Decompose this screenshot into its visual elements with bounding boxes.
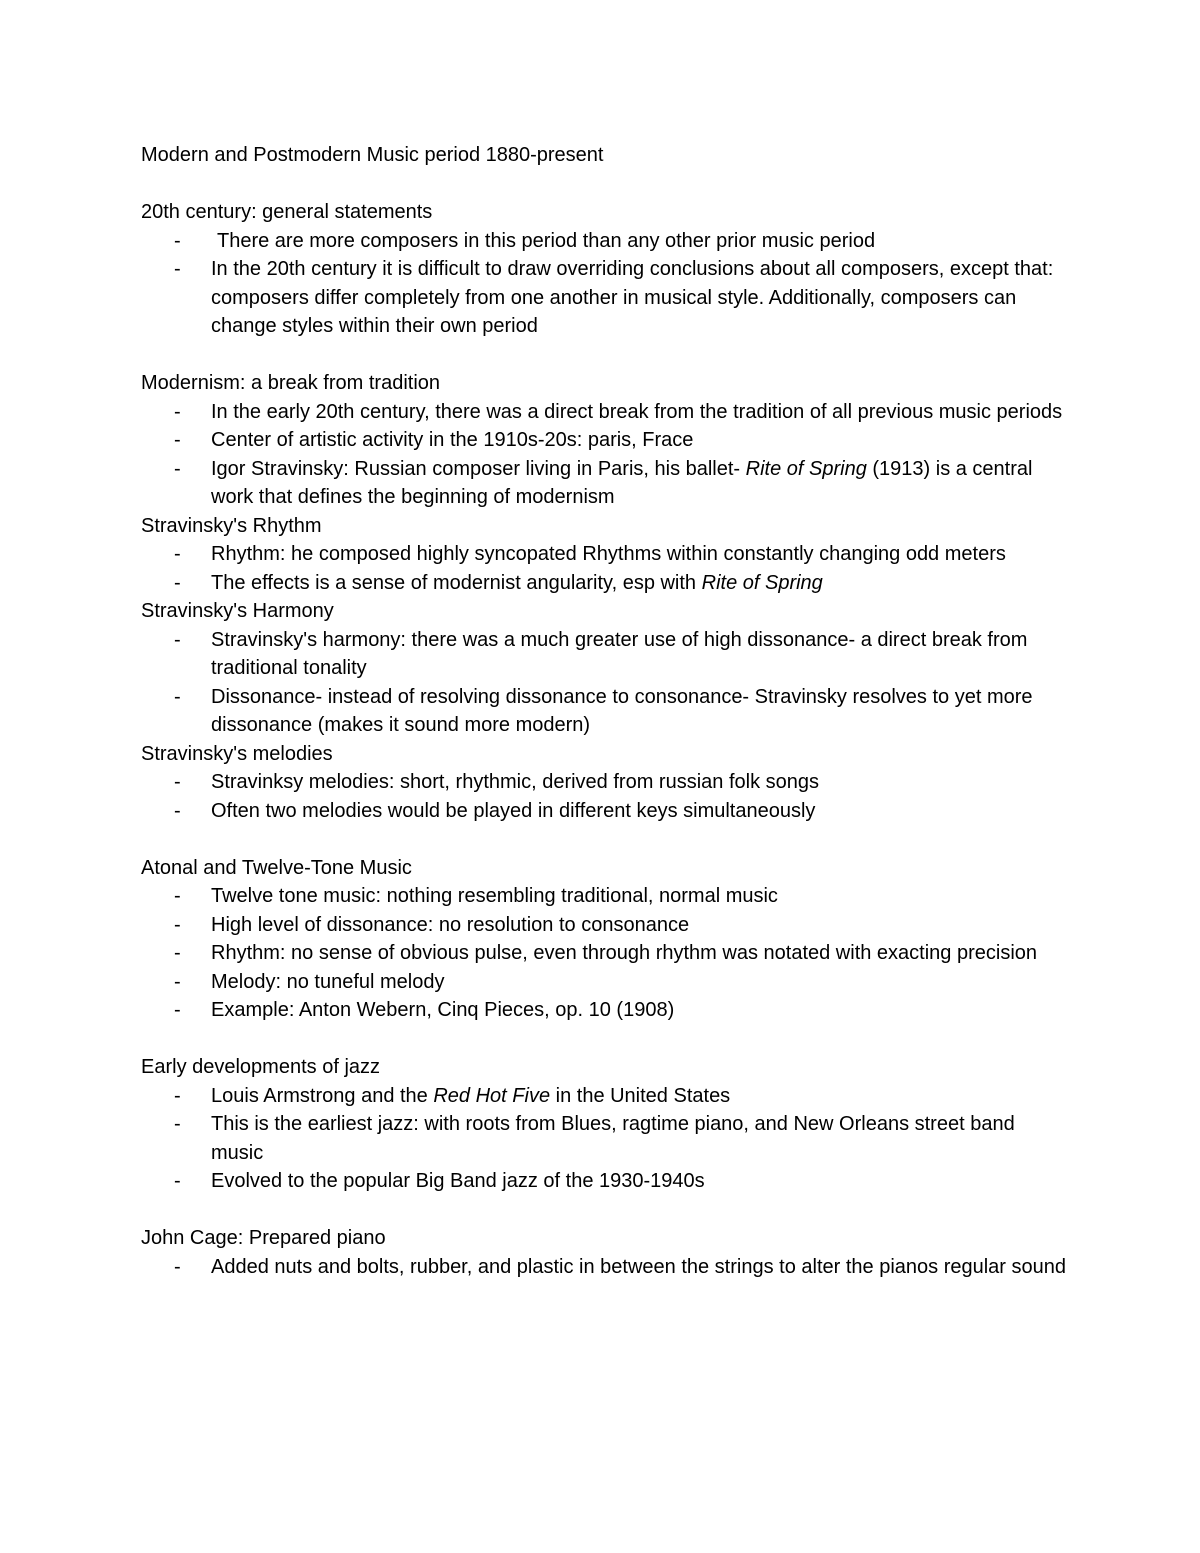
list-item-text: In the 20th century it is difficult to draw overriding conclusions about all composers, except that: composers differ completely from one another in musical style. Additionally, composers can change styles within their own period: [211, 258, 1054, 337]
list-item-text: Center of artistic activity in the 1910s-20s: paris, Frace: [211, 429, 694, 451]
bullet-dash: -: [174, 628, 181, 651]
section-general-statements: [141, 198, 1071, 341]
bullet-dash: -: [174, 457, 181, 480]
bullet-dash: -: [174, 571, 181, 594]
bullet-list: [141, 227, 1071, 341]
list-item-text: This is the earliest jazz: with roots from Blues, ragtime piano, and New Orleans street band music: [211, 1113, 1015, 1164]
bullet-dash: -: [174, 400, 181, 423]
list-item-text: Often two melodies would be played in different keys simultaneously: [211, 799, 816, 822]
list-item-text: Rhythm: no sense of obvious pulse, even through rhythm was notated with exacting precision: [211, 942, 1038, 964]
list-item: [141, 1110, 1071, 1167]
list-item-text: (1913) is a central work that defines the beginning of modernism: [211, 457, 1033, 508]
bullet-dash: -: [174, 685, 181, 708]
section-heading: Stravinsky's Rhythm: [141, 514, 322, 537]
bullet-list: [141, 768, 1071, 825]
section-stravinsky-rhythm: [141, 512, 1071, 598]
bullet-dash: -: [174, 229, 181, 252]
section-heading: Stravinsky's Harmony: [141, 600, 334, 622]
work-title: Rite of Spring: [701, 571, 823, 594]
list-item-text: Igor Stravinsky: Russian composer living in Paris, his ballet-: [211, 457, 746, 480]
section-stravinsky-harmony: [141, 597, 1071, 740]
section-heading: Early developments of jazz: [141, 1056, 381, 1078]
section-heading: Stravinsky's melodies: [141, 742, 333, 765]
band-name: Red Hot Five: [433, 1084, 551, 1107]
bullet-dash: -: [174, 913, 181, 936]
bullet-dash: -: [174, 942, 181, 964]
list-item: [141, 540, 1071, 569]
document-title: Modern and Postmodern Music period 1880-present: [141, 144, 604, 166]
list-item-text: Louis Armstrong and the: [211, 1084, 434, 1107]
list-item-text: High level of dissonance: no resolution to consonance: [211, 913, 690, 936]
bullet-list: [141, 398, 1071, 512]
list-item-text: In the early 20th century, there was a direct break from the tradition of all previous music periods: [211, 400, 1063, 423]
section-atonal-twelve-tone: [141, 854, 1071, 1025]
list-item-text: Example: Anton Webern, Cinq Pieces, op. 10 (1908): [211, 999, 675, 1021]
list-item-text: Twelve tone music: nothing resembling traditional, normal music: [211, 885, 778, 907]
list-item: [141, 426, 1071, 455]
section-heading: Modernism: a break from tradition: [141, 372, 441, 394]
list-item: [141, 1082, 1071, 1111]
bullet-dash: -: [174, 799, 181, 822]
bullet-dash: -: [174, 543, 181, 565]
list-item-text: Stravinsky's harmony: there was a much greater use of high dissonance- a direct break from traditional tonality: [211, 628, 1028, 679]
list-item: [141, 911, 1071, 940]
section-john-cage: [141, 1224, 1071, 1281]
bullet-list: [141, 882, 1071, 1025]
list-item: [141, 768, 1071, 797]
bullet-dash: -: [174, 771, 181, 793]
bullet-dash: -: [174, 1255, 181, 1278]
section-stravinsky-melodies: [141, 740, 1071, 826]
bullet-dash: -: [174, 429, 181, 451]
list-item: [141, 255, 1071, 341]
list-item: [141, 882, 1071, 911]
list-item: [141, 227, 1071, 256]
bullet-dash: -: [174, 1113, 181, 1135]
list-item: [141, 455, 1071, 512]
section-heading: Atonal and Twelve-Tone Music: [141, 856, 412, 879]
list-item-text: Melody: no tuneful melody: [211, 970, 445, 993]
document-page: [141, 141, 1071, 1281]
bullet-list: [141, 626, 1071, 740]
bullet-dash: -: [174, 999, 181, 1021]
list-item-text: Stravinksy melodies: short, rhythmic, derived from russian folk songs: [211, 771, 819, 793]
list-item-text: There are more composers in this period than any other prior music period: [217, 229, 876, 252]
list-item-text: Rhythm: he composed highly syncopated Rhythms within constantly changing odd meters: [211, 543, 1006, 565]
list-item-text: Evolved to the popular Big Band jazz of the 1930-1940s: [211, 1170, 705, 1192]
list-item-text: Added nuts and bolts, rubber, and plastic in between the strings to alter the pianos regular sound: [211, 1255, 1066, 1278]
section-early-jazz: [141, 1053, 1071, 1196]
bullet-dash: -: [174, 970, 181, 993]
bullet-dash: -: [174, 1170, 181, 1192]
work-title: Rite of Spring: [745, 457, 867, 480]
bullet-dash: -: [174, 258, 181, 280]
list-item-text: in the United States: [550, 1084, 731, 1107]
list-item: [141, 683, 1071, 740]
list-item: [141, 968, 1071, 997]
list-item-text: The effects is a sense of modernist angularity, esp with: [211, 571, 702, 594]
list-item: [141, 1167, 1071, 1196]
list-item: [141, 398, 1071, 427]
list-item: [141, 939, 1071, 968]
bullet-list: [141, 1082, 1071, 1196]
list-item: [141, 996, 1071, 1025]
list-item: [141, 569, 1071, 598]
list-item: [141, 797, 1071, 826]
list-item: [141, 1253, 1071, 1282]
bullet-dash: -: [174, 1084, 181, 1107]
section-heading: John Cage: Prepared piano: [141, 1227, 386, 1249]
section-modernism: [141, 369, 1071, 512]
bullet-list: [141, 1253, 1071, 1282]
list-item: [141, 626, 1071, 683]
section-heading: 20th century: general statements: [141, 201, 433, 223]
list-item-text: Dissonance- instead of resolving dissonance to consonance- Stravinsky resolves to yet more dissonance (makes it sound more modern): [211, 685, 1033, 736]
bullet-dash: -: [174, 885, 181, 907]
bullet-list: [141, 540, 1071, 597]
